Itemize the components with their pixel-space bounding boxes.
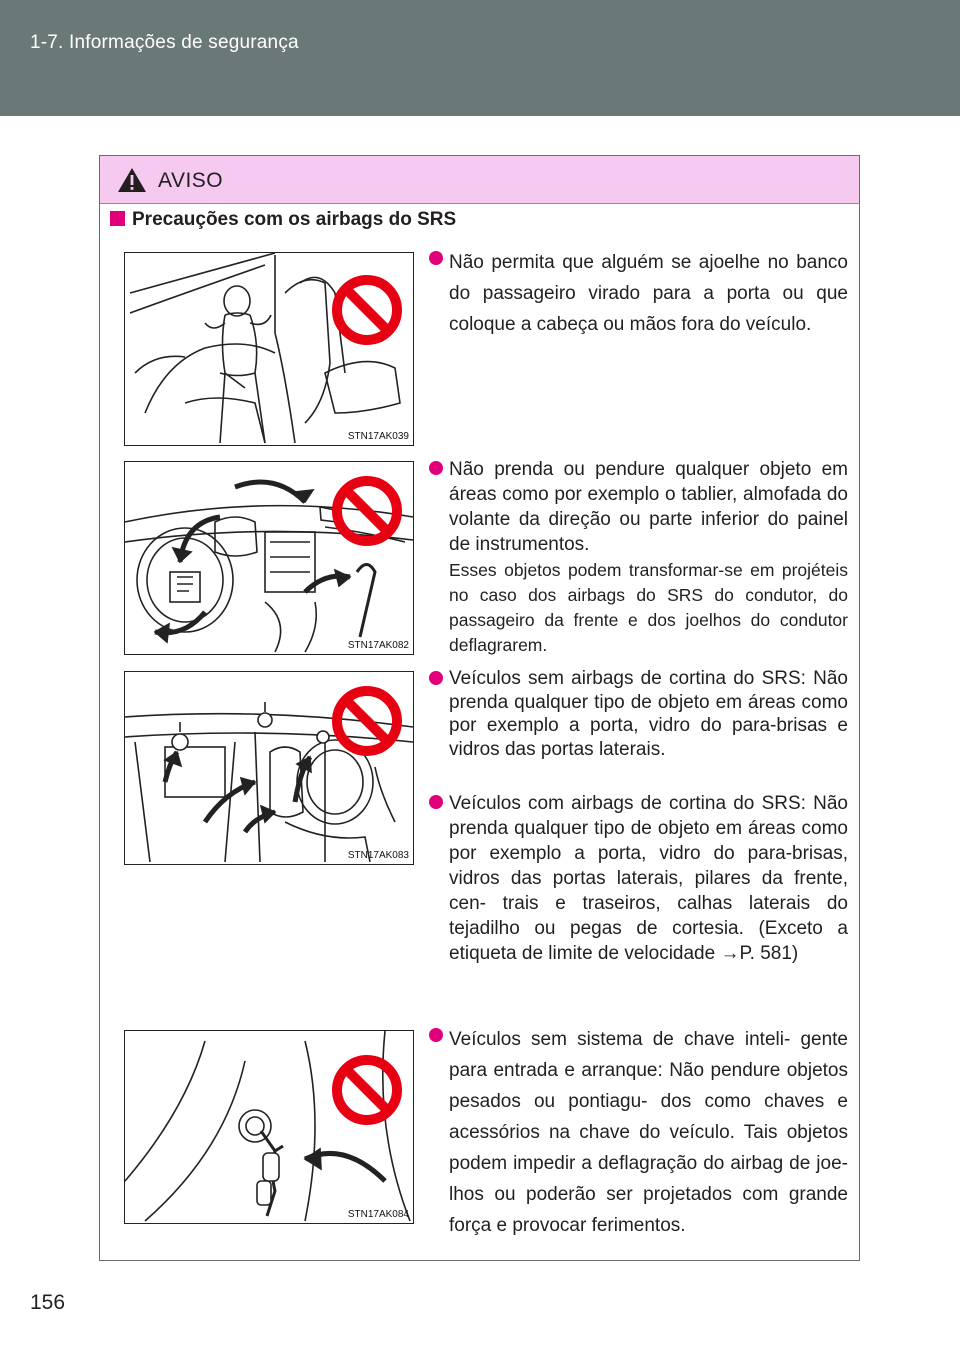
bullet-icon: [429, 795, 443, 809]
figure-heavy-keychain: [124, 1030, 414, 1224]
warning-item: Veículos sem sistema de chave inteli- gente para entrada e arranque: Não pendure objetos pesados ou pontiagu- dos como chaves e acessórios na chave do veículo. Tais objetos podem impedir a deflagração do airbag de joe- lhos ou poderão ser projetados com grande força e provocar ferimentos.: [429, 1024, 848, 1241]
bullet-icon: [429, 461, 443, 475]
bullet-icon: [429, 1028, 443, 1042]
figure-pillar-objects: [124, 671, 414, 865]
prohibition-icon: [330, 684, 404, 758]
figure-code: STN17AK083: [347, 850, 409, 861]
chapter-title: 1-7. Informações de segurança: [30, 32, 299, 53]
warning-item: Veículos com airbags de cortina do SRS: Não prenda qualquer tipo de objeto em áreas como por exemplo a porta, vidro do para-brisas, vidros das portas laterais, pilares da frente, cen- trais e traseiros, calhas laterais do tejadilho ou pegas de cortesia. (Exceto a etiqueta de limite de velocidade →P. 581): [429, 791, 848, 966]
warning-label: AVISO: [158, 169, 224, 192]
warning-triangle-icon: [117, 167, 147, 193]
item-explanation: Esses objetos podem transformar-se em projéteis no caso dos airbags do SRS do condutor, do passageiro da frente e dos joelhos do condutor deflagrarem.: [449, 560, 848, 655]
figure-code: STN17AK039: [347, 431, 409, 442]
warning-item: Veículos sem airbags de cortina do SRS: Não prenda qualquer tipo de objeto em áreas como por exemplo a porta, vidro do para-brisas e vidros das portas laterais.: [429, 667, 848, 761]
figure-code: STN17AK082: [347, 640, 409, 651]
figure-kneeling-passenger: [124, 252, 414, 446]
bullet-icon: [429, 671, 443, 685]
prohibition-icon: [330, 1053, 404, 1127]
warning-header: [100, 156, 859, 204]
prohibition-icon: [330, 273, 404, 347]
warning-item: Não prenda ou pendure qualquer objeto em áreas como por exemplo o tablier, almofada do volante da direção ou parte inferior do painel de instrumentos. Esses objetos podem transformar-se em projéteis no caso dos airbags do SRS do condutor, do passageiro da frente e dos joelhos do condutor deflagrarem.: [429, 457, 848, 658]
page-number: 156: [30, 1291, 66, 1314]
section-title: Precauções com os airbags do SRS: [110, 209, 456, 231]
warning-box: [99, 155, 860, 1261]
figure-dashboard-objects: [124, 461, 414, 655]
square-bullet-icon: [110, 211, 125, 226]
warning-item: Não permita que alguém se ajoelhe no banco do passageiro virado para a porta ou que coloque a cabeça ou mãos fora do veículo.: [429, 247, 848, 340]
page-header: [0, 0, 960, 116]
bullet-icon: [429, 251, 443, 265]
figure-code: STN17AK084: [347, 1209, 409, 1220]
prohibition-icon: [330, 474, 404, 548]
